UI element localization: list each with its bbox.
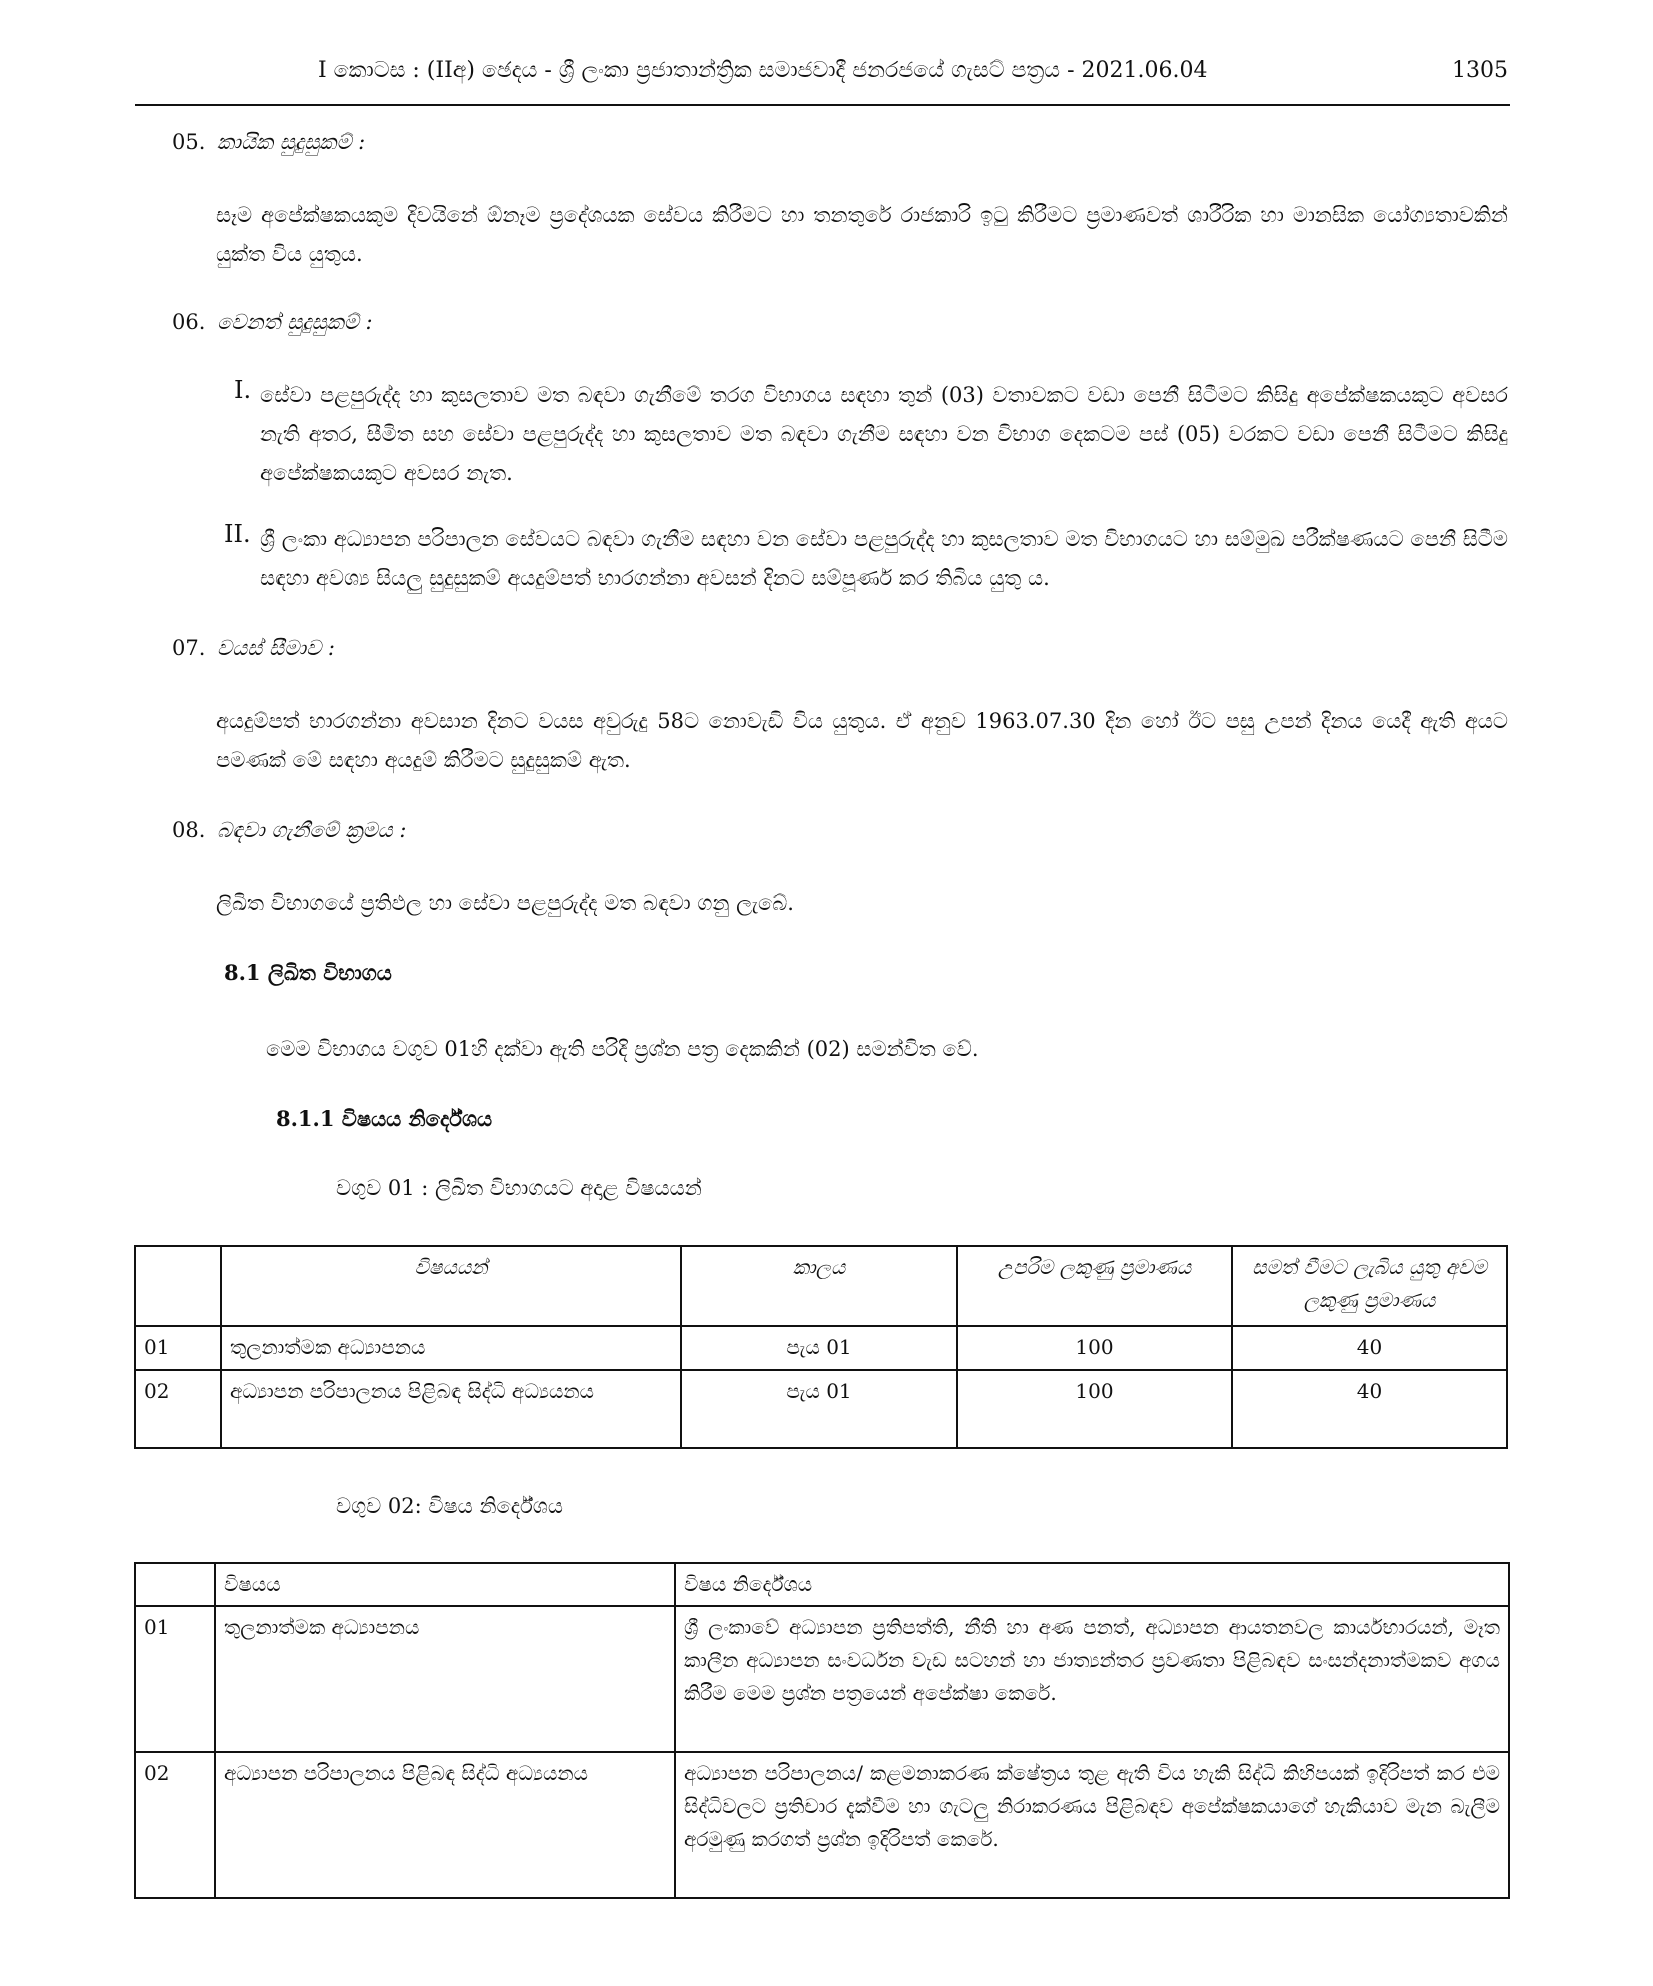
- subject-name: අධ්‍යාපන පරිපාලනය පිළිබඳ සිද්ධි අධ්‍යයනය: [215, 1752, 675, 1898]
- section-07-heading: [172, 636, 335, 661]
- section-07-body: අයදුම්පත් භාරගන්නා අවසාන දිනට වයස අවුරුදු 58ට නොවැඩි විය යුතුය. ඒ අනුව 1963.07.30 දින හෝ ඊට පසු උපන් දිනය යෙදී ඇති අයට පමණක් මේ සඳහා අයදුම් කිරීමට සුදුසුකම් ඇත.: [216, 709, 1508, 772]
- table-header-row: [135, 1246, 1507, 1326]
- row-number: 01: [135, 1606, 215, 1752]
- section-title: බඳවා ගැනීමේ ක්‍රමය :: [217, 818, 407, 842]
- table-02: [134, 1562, 1510, 1899]
- section-06-item-i: සේවා පළපුරුද්ද හා කුසලතාව මත බඳවා ගැනීමේ තරග විභාගය සඳහා තුන් (03) වතාවකට වඩා පෙනී සිටීමට කිසිදු අපේක්ෂකයකුට අවසර නැති අතර, සීමිත සහ සේවා පළපුරුද්ද හා කුසලතාව මත බඳවා ගැනීම සඳහා වන විභාග දෙකටම පස් (05) වරකට වඩා පෙනී සිටීමට කිසිදු අපේක්ෂකයකුට අවසර නැත.: [260, 383, 1508, 485]
- syllabus-text: ශ්‍රී ලංකාවේ අධ්‍යාපන ප්‍රතිපත්ති, නීති හා අණ පනත්, අධ්‍යාපන ආයතනවල කාර්යභාරයන්, මෑත කාලීන අධ්‍යාපන සංවර්ධන වැඩ සටහන් හා ජාත්‍යන්තර ප්‍රවණතා පිළිබඳව සංසන්දනාත්මකව අගය කිරීම මෙම ප්‍රශ්න පත්‍රයෙන් අපේක්ෂා කෙරේ.: [675, 1606, 1509, 1752]
- max-marks: 100: [957, 1326, 1232, 1370]
- subject-name: තුලනාත්මක අධ්‍යාපනය: [215, 1606, 675, 1752]
- item-marker-ii: II.: [224, 520, 251, 548]
- section-title: කායික සුදුසුකම් :: [217, 130, 366, 154]
- table-header-row: [135, 1563, 1509, 1606]
- section-05-heading: [172, 130, 365, 155]
- max-marks: 100: [957, 1370, 1232, 1448]
- row-number: 01: [135, 1326, 221, 1370]
- duration: පැය 01: [681, 1326, 957, 1370]
- header-cell-index: [135, 1246, 221, 1326]
- header-cell-pass-marks: සමත් වීමට ලැබිය යුතු අවම ලකුණු ප්‍රමාණය: [1232, 1246, 1507, 1326]
- header-cell-index: [135, 1563, 215, 1606]
- header-cell-duration: කාලය: [681, 1246, 957, 1326]
- table-row: [135, 1370, 1507, 1448]
- row-number: 02: [135, 1752, 215, 1898]
- header-cell-syllabus: විෂය නිර්දේශය: [675, 1563, 1509, 1606]
- subsection-8-1-1-heading: 8.1.1 විෂයය නිර්දේශය: [276, 1106, 493, 1131]
- section-title: වයස් සීමාව :: [217, 636, 335, 660]
- page-number: 1305: [1452, 58, 1508, 83]
- header-cell-subject: විෂයය: [215, 1563, 675, 1606]
- section-06-heading: [172, 310, 373, 335]
- item-marker-i: I.: [234, 376, 252, 404]
- duration: පැය 01: [681, 1370, 957, 1448]
- table-row: [135, 1326, 1507, 1370]
- section-number: 08.: [172, 818, 206, 842]
- header-cell-subjects: විෂයයන්: [221, 1246, 681, 1326]
- section-number: 07.: [172, 636, 206, 660]
- pass-marks: 40: [1232, 1370, 1507, 1448]
- section-title: වෙනත් සුදුසුකම් :: [217, 310, 373, 334]
- section-08-heading: [172, 818, 406, 843]
- running-header-title: I කොටස : (IIඅ) ඡෙදය - ශ්‍රී ලංකා ප්‍රජාතාන්ත්‍රික සමාජවාදී ජනරජයේ ගැසට් පත්‍රය - 2021.06.04: [318, 58, 1208, 83]
- row-number: 02: [135, 1370, 221, 1448]
- table-01: [134, 1245, 1508, 1449]
- subsection-8-1-heading: 8.1 ලිඛිත විභාගය: [224, 960, 392, 985]
- table-row: [135, 1752, 1509, 1898]
- subject-name: තුලනාත්මක අධ්‍යාපනය: [221, 1326, 681, 1370]
- syllabus-text: අධ්‍යාපන පරිපාලනය/ කළමනාකරණ ක්ෂේත්‍රය තුළ ඇති විය හැකි සිද්ධි කිහිපයක් ඉදිරිපත් කර එම සිද්ධිවලට ප්‍රතිචාර දැක්වීම හා ගැටලු නිරාකරණය පිළිබඳව අපේක්ෂකයාගේ හැකියාව මැන බැලීම අරමුණු කරගත් ප්‍රශ්න ඉදිරිපත් කෙරේ.: [675, 1752, 1509, 1898]
- subject-name: අධ්‍යාපන පරිපාලනය පිළිබඳ සිද්ධි අධ්‍යයනය: [221, 1370, 681, 1448]
- pass-marks: 40: [1232, 1326, 1507, 1370]
- header-cell-max-marks: උපරිම ලකුණු ප්‍රමාණය: [957, 1246, 1232, 1326]
- subsection-8-1-body: මෙම විභාගය වගුව 01හි දක්වා ඇති පරිදි ප්‍රශ්න පත්‍ර දෙකකින් (02) සමන්විත වේ.: [266, 1037, 979, 1061]
- table-02-caption: වගුව 02: විෂය නිර්දේශය: [336, 1494, 563, 1518]
- section-number: 05.: [172, 130, 206, 154]
- table-row: [135, 1606, 1509, 1752]
- section-number: 06.: [172, 310, 206, 334]
- table-01-caption: වගුව 01 : ලිඛිත විභාගයට අදාළ විෂයයන්: [336, 1176, 702, 1200]
- section-05-body: සෑම අපේක්ෂකයකුම දිවයිනේ ඕනෑම ප්‍රදේශයක සේවය කිරීමට හා තනතුරේ රාජකාරි ඉටු කිරීමට ප්‍රමාණවත් ශාරීරික හා මානසික යෝග්‍යතාවකින් යුක්ත විය යුතුය.: [216, 203, 1508, 266]
- section-08-body: ලිඛිත විභාගයේ ප්‍රතිඵල හා සේවා පළපුරුද්ද මත බඳවා ගනු ලැබේ.: [216, 891, 794, 915]
- header-rule: [135, 104, 1510, 106]
- section-06-item-ii: ශ්‍රී ලංකා අධ්‍යාපන පරිපාලන සේවයට බඳවා ගැනීම සඳහා වන සේවා පළපුරුද්ද හා කුසලතාව මත විභාගයට හා සම්මුඛ පරීක්ෂණයට පෙනී සිටීම සඳහා අවශ්‍ය සියලු සුදුසුකම් අයදුම්පත් භාරගන්නා අවසන් දිනට සම්පූර්ණ කර තිබිය යුතු ය.: [260, 527, 1508, 590]
